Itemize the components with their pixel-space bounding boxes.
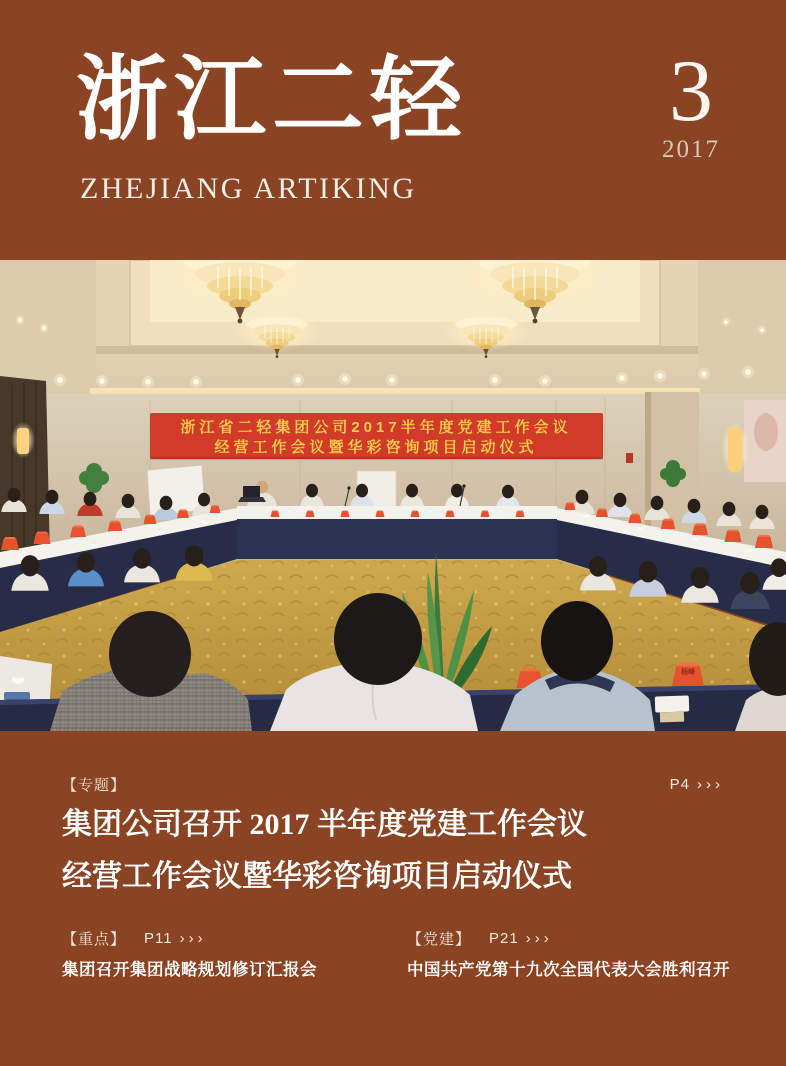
item-title: 中国共产党第十九次全国代表大会胜利召开 xyxy=(407,961,730,979)
issue-year: 2017 xyxy=(662,136,720,163)
feature-item-party xyxy=(407,928,730,980)
meeting-room-scene xyxy=(0,260,786,732)
lead-title-line1: 集团公司召开 2017 半年度党建工作会议 xyxy=(62,808,587,841)
page-number: P11 xyxy=(144,930,173,947)
chevron-arrows-icon: ››› xyxy=(697,776,724,793)
conference-banner xyxy=(150,413,603,460)
magazine-title-chinese: 浙江二轻 xyxy=(76,49,469,151)
item-page-ref xyxy=(489,930,553,947)
cover-photo xyxy=(0,260,786,732)
chevron-arrows-icon: ››› xyxy=(179,930,207,947)
item-label-row xyxy=(62,928,317,949)
chevron-arrows-icon: ››› xyxy=(525,930,553,947)
item-label-row xyxy=(407,928,730,949)
page-number: P21 xyxy=(489,930,519,947)
banner-line2: 经营工作会议暨华彩咨询项目启动仪式 xyxy=(214,439,538,456)
item-category-label: 【党建】 xyxy=(407,931,472,948)
issue-number: 3 xyxy=(669,43,713,140)
issue-block xyxy=(631,43,751,164)
lead-label-row xyxy=(62,774,724,795)
lead-category-label: 【专题】 xyxy=(62,777,127,794)
item-page-ref xyxy=(144,930,207,947)
banner-line1: 浙江省二轻集团公司2017半年度党建工作会议 xyxy=(180,419,572,436)
magazine-title-english: ZHEJIANG ARTIKING xyxy=(80,172,417,205)
placard-name: 杨峰 xyxy=(681,669,695,676)
item-category-label: 【重点】 xyxy=(62,931,127,948)
item-title: 集团召开集团战略规划修订汇报会 xyxy=(62,961,317,979)
page-number: P4 xyxy=(669,776,690,793)
fire-alarm-icon xyxy=(626,453,633,463)
lead-page-ref xyxy=(670,776,724,793)
lead-title-line2: 经营工作会议暨华彩咨询项目启动仪式 xyxy=(62,860,572,893)
feature-item-key xyxy=(62,928,317,980)
